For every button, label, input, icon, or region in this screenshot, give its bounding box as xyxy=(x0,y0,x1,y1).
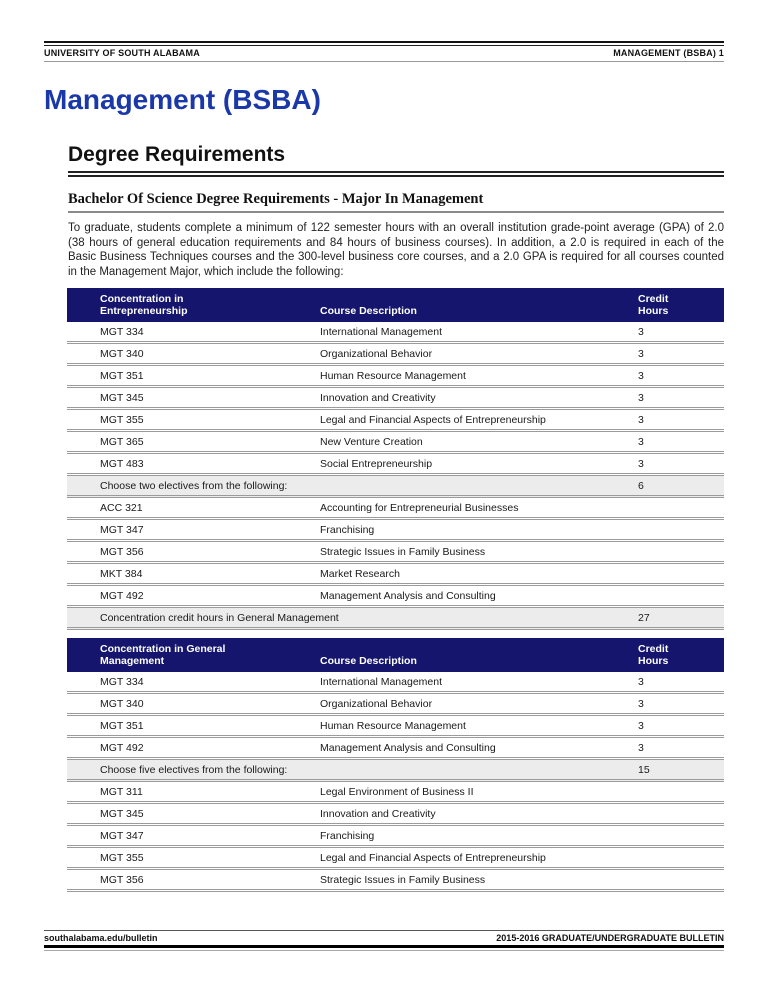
credit-hours-value: 3 xyxy=(638,457,644,470)
credit-hours-value: 3 xyxy=(638,391,644,404)
course-row xyxy=(67,432,724,454)
course-code: MGT 345 xyxy=(100,807,144,820)
course-code: MGT 345 xyxy=(100,391,144,404)
course-row xyxy=(67,366,724,388)
header-top-rule xyxy=(44,41,724,46)
course-description: Franchising xyxy=(320,829,375,842)
course-code: MGT 347 xyxy=(100,829,144,842)
course-row xyxy=(67,498,724,520)
column-header: Course Description xyxy=(320,305,417,317)
course-code: MGT 351 xyxy=(100,369,144,382)
course-description: New Venture Creation xyxy=(320,435,423,448)
course-code: MGT 334 xyxy=(100,325,144,338)
course-description: Accounting for Entrepreneurial Businesses xyxy=(320,501,519,514)
course-code: MGT 340 xyxy=(100,347,144,360)
credit-hours-value: 6 xyxy=(638,479,644,492)
credit-hours-value: 3 xyxy=(638,413,644,426)
section-heading-underline xyxy=(68,171,724,177)
credit-hours-value: 3 xyxy=(638,741,644,754)
credit-hours-value: 3 xyxy=(638,697,644,710)
course-row xyxy=(67,804,724,826)
credit-hours-value: 15 xyxy=(638,763,650,776)
course-code: MGT 355 xyxy=(100,851,144,864)
course-code: MGT 311 xyxy=(100,785,143,798)
course-description: Legal Environment of Business II xyxy=(320,785,474,798)
course-code: MGT 355 xyxy=(100,413,144,426)
general-management-concentration-table xyxy=(67,638,724,892)
table-body xyxy=(67,672,724,892)
course-row xyxy=(67,410,724,432)
course-description: Human Resource Management xyxy=(320,369,466,382)
course-description: Management Analysis and Consulting xyxy=(320,589,496,602)
entrepreneurship-concentration-table xyxy=(67,288,724,630)
credit-hours-value: 3 xyxy=(638,369,644,382)
course-code: MGT 351 xyxy=(100,719,144,732)
header-left-text: UNIVERSITY OF SOUTH ALABAMA xyxy=(44,48,200,58)
course-description: Human Resource Management xyxy=(320,719,466,732)
column-header: Course Description xyxy=(320,655,417,667)
column-header: Credit Hours xyxy=(638,643,669,667)
credit-hours-value: 27 xyxy=(638,611,650,624)
table-body xyxy=(67,322,724,630)
course-code: MGT 334 xyxy=(100,675,144,688)
summary-row xyxy=(67,608,724,630)
course-row xyxy=(67,826,724,848)
header-right-text: MANAGEMENT (BSBA) 1 xyxy=(613,48,724,58)
credit-hours-value: 3 xyxy=(638,719,644,732)
course-row xyxy=(67,586,724,608)
course-row xyxy=(67,344,724,366)
course-description: Strategic Issues in Family Business xyxy=(320,873,486,886)
course-description: Management Analysis and Consulting xyxy=(320,741,496,754)
course-row xyxy=(67,870,724,892)
intro-paragraph: To graduate, students complete a minimum of 122 semester hours with an overall institution grade-point average (GPA) of 2.0 (38 hours of general education requirements and 84 hours of business courses). In addition, a 2.0 is required in each of the Basic Business Techniques courses and the 300-level business core courses, and a 2.0 GPA is required for all courses counted in the Management Major, which include the following: xyxy=(68,222,724,279)
column-header: Concentration in Entrepreneurship xyxy=(100,293,188,317)
summary-label: Choose five electives from the following: xyxy=(100,763,288,776)
credit-hours-value: 3 xyxy=(638,347,644,360)
course-description: Legal and Financial Aspects of Entrepreneurship xyxy=(320,851,546,864)
course-row xyxy=(67,520,724,542)
running-footer xyxy=(44,933,724,943)
summary-label: Choose two electives from the following: xyxy=(100,479,288,492)
credit-hours-value: 3 xyxy=(638,435,644,448)
table-header-row xyxy=(67,638,724,672)
footer-top-rule xyxy=(44,930,724,931)
course-row xyxy=(67,716,724,738)
course-code: MGT 347 xyxy=(100,523,144,536)
subsection-heading-underline xyxy=(68,211,724,213)
course-description: Innovation and Creativity xyxy=(320,391,436,404)
course-code: ACC 321 xyxy=(100,501,143,514)
credit-hours-value: 3 xyxy=(638,675,644,688)
credit-hours-value: 3 xyxy=(638,325,644,338)
running-header xyxy=(44,48,724,58)
course-row xyxy=(67,672,724,694)
section-heading: Degree Requirements xyxy=(68,143,286,166)
summary-label: Concentration credit hours in General Management xyxy=(100,611,339,624)
course-description: Organizational Behavior xyxy=(320,347,433,360)
course-description: Organizational Behavior xyxy=(320,697,433,710)
summary-row xyxy=(67,760,724,782)
course-row xyxy=(67,542,724,564)
course-row xyxy=(67,564,724,586)
course-row xyxy=(67,388,724,410)
table-header-row xyxy=(67,288,724,322)
course-code: MGT 492 xyxy=(100,741,144,754)
summary-row xyxy=(67,476,724,498)
page-title: Management (BSBA) xyxy=(44,84,321,115)
course-code: MGT 492 xyxy=(100,589,144,602)
course-row xyxy=(67,738,724,760)
course-description: Strategic Issues in Family Business xyxy=(320,545,486,558)
course-description: International Management xyxy=(320,675,442,688)
course-description: Social Entrepreneurship xyxy=(320,457,433,470)
course-row xyxy=(67,454,724,476)
course-row xyxy=(67,782,724,804)
course-description: Legal and Financial Aspects of Entrepreneurship xyxy=(320,413,546,426)
course-code: MGT 356 xyxy=(100,873,144,886)
course-code: MGT 483 xyxy=(100,457,144,470)
footer-right-text: 2015-2016 GRADUATE/UNDERGRADUATE BULLETIN xyxy=(496,933,724,943)
course-row xyxy=(67,848,724,870)
footer-bottom-rule xyxy=(44,945,724,951)
column-header: Concentration in General Management xyxy=(100,643,226,667)
course-row xyxy=(67,322,724,344)
header-bottom-rule xyxy=(44,61,724,62)
course-code: MGT 365 xyxy=(100,435,144,448)
course-code: MGT 340 xyxy=(100,697,144,710)
column-header: Credit Hours xyxy=(638,293,669,317)
course-description: Market Research xyxy=(320,567,400,580)
course-code: MKT 384 xyxy=(100,567,143,580)
course-row xyxy=(67,694,724,716)
footer-bulletin-link[interactable]: southalabama.edu/bulletin xyxy=(44,933,158,943)
course-code: MGT 356 xyxy=(100,545,144,558)
course-description: International Management xyxy=(320,325,442,338)
subsection-heading: Bachelor Of Science Degree Requirements - Major In Management xyxy=(68,191,484,207)
course-description: Innovation and Creativity xyxy=(320,807,436,820)
course-description: Franchising xyxy=(320,523,375,536)
